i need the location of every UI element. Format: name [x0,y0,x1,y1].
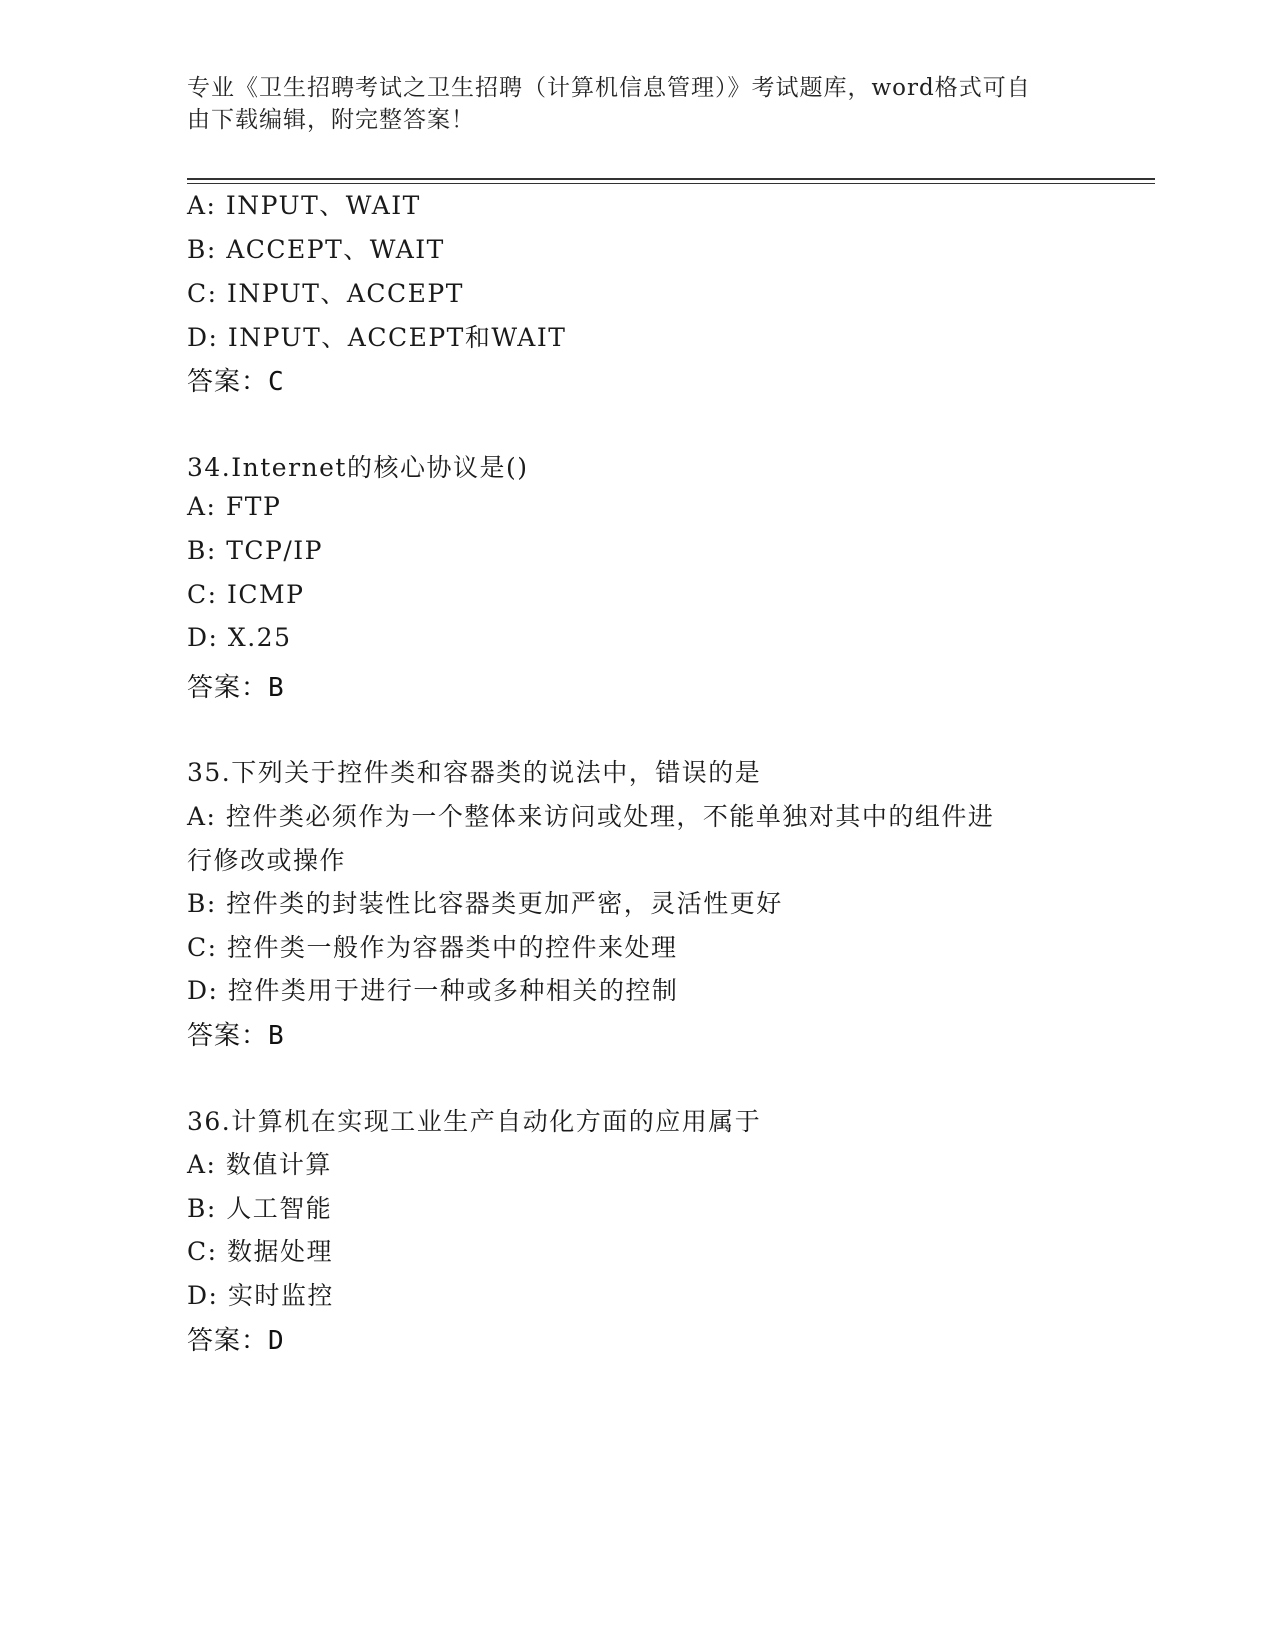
q36-option-b: B: 人工智能 [187,1194,333,1223]
q33-option-b: B: ACCEPT、WAIT [187,235,445,264]
answer-label: 答案： [187,673,269,703]
q33-option-c: C: INPUT、ACCEPT [187,279,464,308]
q33-answer [187,361,285,398]
q34-option-b: B: TCP/IP [187,536,323,565]
answer-value: B [268,1021,285,1051]
header-line-2: 由下载编辑，附完整答案！ [187,107,475,133]
q35-option-c: C: 控件类一般作为容器类中的控件来处理 [187,933,678,962]
document-header [187,72,1067,136]
q34-question: 34.Internet的核心协议是() [187,453,529,482]
header-divider-thin [187,183,1155,184]
q35-option-d: D: 控件类用于进行一种或多种相关的控制 [187,976,679,1005]
q33-option-a: A: INPUT、WAIT [187,191,421,220]
q36-option-a: A: 数值计算 [187,1150,332,1179]
answer-value: D [268,1326,285,1356]
answer-value: B [268,673,285,703]
header-line-1: 专业《卫生招聘考试之卫生招聘（计算机信息管理）》考试题库，word格式可自 [187,75,1031,101]
q35-answer [187,1015,285,1052]
q36-question: 36.计算机在实现工业生产自动化方面的应用属于 [187,1107,762,1136]
q34-option-d: D: X.25 [187,623,292,652]
q36-option-d: D: 实时监控 [187,1281,334,1310]
q34-answer [187,667,285,704]
q36-answer [187,1320,285,1357]
answer-label: 答案： [187,1326,269,1356]
q34-option-c: C: ICMP [187,580,305,609]
answer-label: 答案： [187,1021,269,1051]
q35-option-a-line-2: 行修改或操作 [187,846,347,875]
q36-option-c: C: 数据处理 [187,1237,333,1266]
q34-option-a: A: FTP [187,492,282,521]
q33-option-d: D: INPUT、ACCEPT和WAIT [187,323,567,352]
header-divider-thick [187,178,1155,180]
q35-question: 35.下列关于控件类和容器类的说法中，错误的是 [187,758,762,787]
answer-label: 答案： [187,367,269,397]
q35-option-b: B: 控件类的封装性比容器类更加严密，灵活性更好 [187,889,783,918]
q35-option-a-line-1: A: 控件类必须作为一个整体来访问或处理，不能单独对其中的组件进 [187,802,995,831]
answer-value: C [268,367,285,397]
